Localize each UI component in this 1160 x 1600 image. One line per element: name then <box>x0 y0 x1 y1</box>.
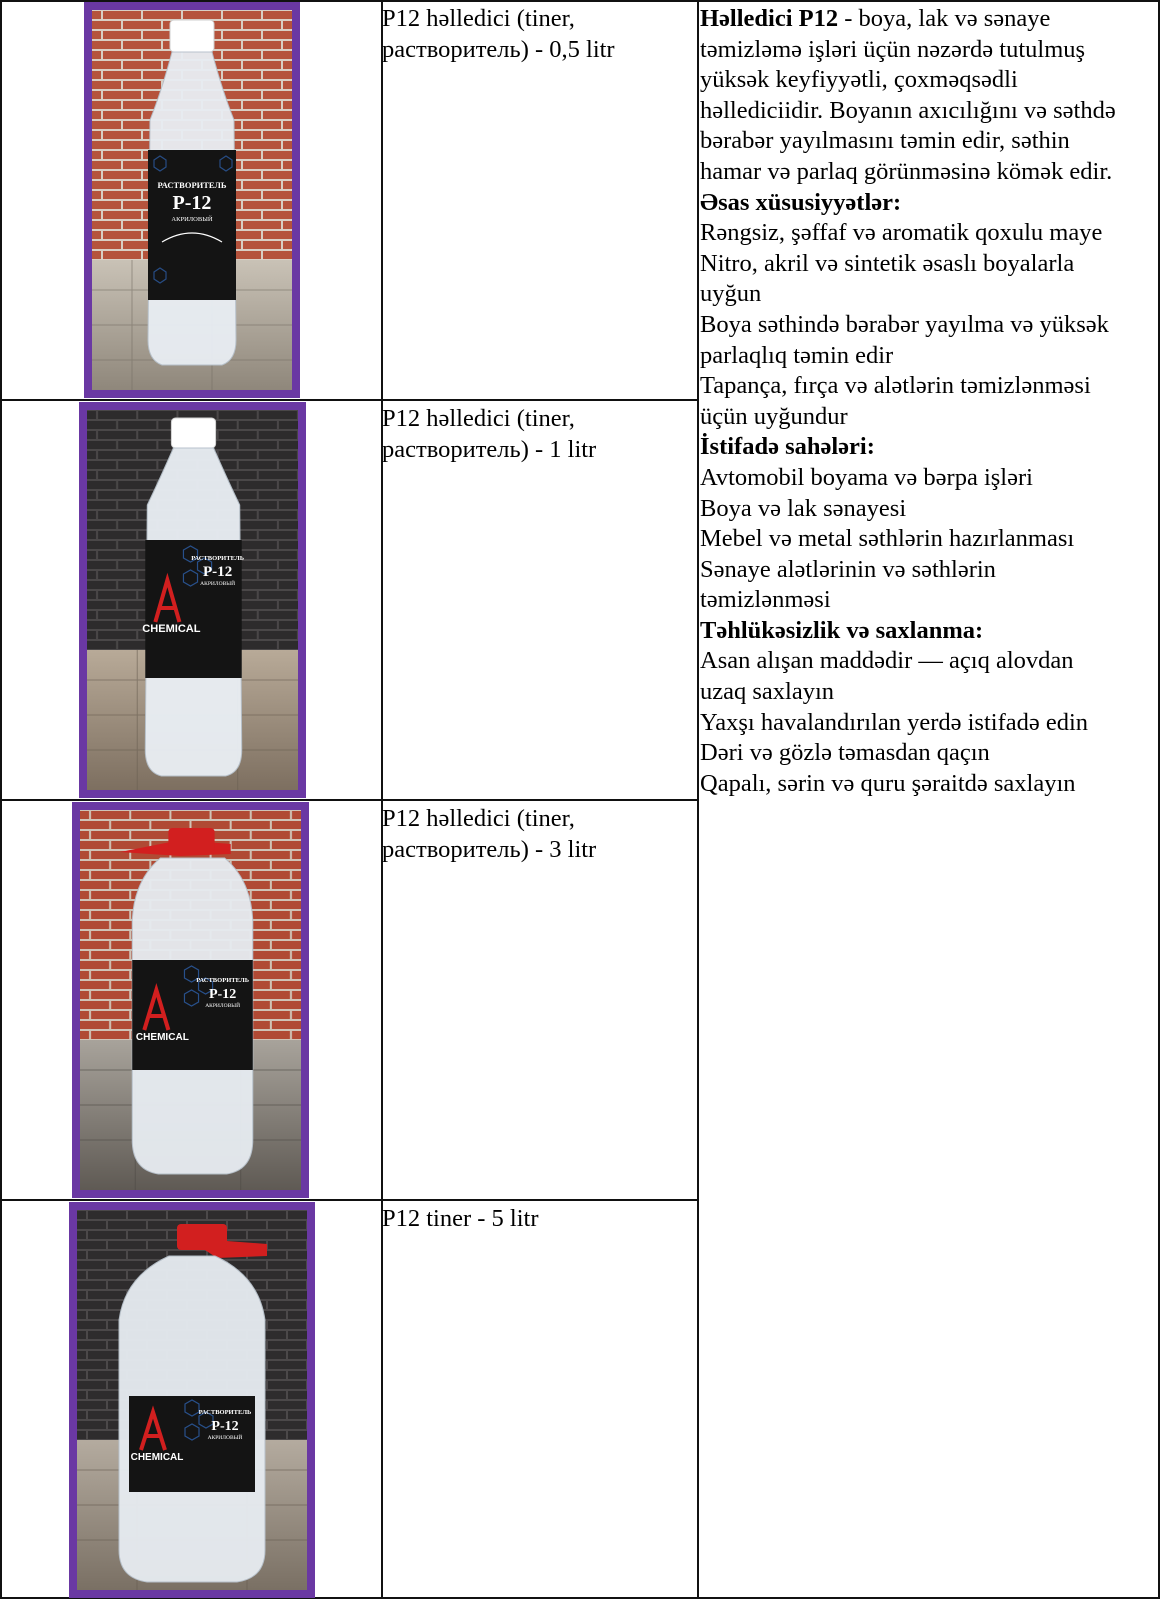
label-line1: РАСТВОРИТЕЛЬ <box>196 977 250 984</box>
safety-line: Yaxşı havalandırılan yerdə istifadə edin <box>700 708 1089 736</box>
label-line1: РАСТВОРИТЕЛЬ <box>157 180 227 190</box>
caption-line: растворитель) - 1 litr <box>382 435 597 463</box>
product-description <box>700 4 1156 799</box>
features-line: Boya səthində bərabər yayılma və yüksək <box>700 310 1109 338</box>
features-line: Tapança, fırça və alətlərin təmizlənməsi <box>700 372 1091 400</box>
description-intro-title: Həlledici P12 <box>700 5 839 32</box>
label-line3: АКРИЛОВЫЙ <box>207 1435 243 1441</box>
row-divider-1 <box>0 399 698 401</box>
caption-line: растворитель) - 3 litr <box>382 835 597 863</box>
label-brand: CHEMICAL <box>142 623 201 635</box>
usage-line: Boya və lak sənayesi <box>700 494 907 522</box>
label-line2: Р-12 <box>172 192 212 214</box>
features-line: parlaqlıq təmin edir <box>700 341 894 369</box>
caption-line: P12 həlledici (tiner, <box>382 5 575 32</box>
product-photo-0-5-litr <box>84 2 300 398</box>
label-line2: Р-12 <box>202 564 233 580</box>
row-divider-2 <box>0 799 698 801</box>
usage-line: təmizlənməsi <box>700 586 831 614</box>
label-line3: АКРИЛОВЫЙ <box>171 216 213 223</box>
label-brand: CHEMICAL <box>135 1032 189 1043</box>
description-intro-line: həllediciidir. Boyanın axıcılığını və səthdə <box>700 96 1116 124</box>
features-line: üçün uyğundur <box>700 402 848 430</box>
features-heading: Əsas xüsusiyyətlər: <box>700 188 902 216</box>
label-line1: РАСТВОРИТЕЛЬ <box>191 555 245 562</box>
features-line: Nitro, akril və sintetik əsaslı boyalarla <box>700 249 1075 277</box>
features-line: uyğun <box>700 280 762 308</box>
label-line3: АКРИЛОВЫЙ <box>200 581 236 587</box>
label-line3: АКРИЛОВЫЙ <box>205 1003 241 1009</box>
label-line2: Р-12 <box>208 986 237 1002</box>
product-caption-0-5-litr <box>382 4 682 65</box>
product-caption-3-litr <box>382 804 682 865</box>
safety-heading: Təhlükəsizlik və saxlanma: <box>700 616 984 644</box>
safety-line: uzaq saxlayın <box>700 678 835 706</box>
safety-line: Qapalı, sərin və quru şəraitdə saxlayın <box>700 769 1076 797</box>
label-brand: CHEMICAL <box>130 1452 184 1463</box>
caption-line: P12 həlledici (tiner, <box>382 805 575 832</box>
description-intro-line: Həlledici P12 - boya, lak və sənaye <box>700 5 1051 32</box>
description-intro-line: yüksək keyfiyyətli, çoxməqsədli <box>700 66 1018 94</box>
features-line: Rəngsiz, şəffaf və aromatik qoxulu maye <box>700 219 1103 247</box>
usage-line: Sənaye alətlərinin və səthlərin <box>700 555 996 583</box>
caption-line: P12 həlledici (tiner, <box>382 405 575 432</box>
caption-line: P12 tiner - 5 litr <box>382 1205 539 1232</box>
label-line1: РАСТВОРИТЕЛЬ <box>198 1409 252 1416</box>
product-photo-1-litr <box>79 402 306 798</box>
label-line2: Р-12 <box>211 1419 239 1434</box>
product-caption-5-litr <box>382 1204 682 1235</box>
product-photo-5-litr <box>69 1202 315 1598</box>
table-border-right <box>1158 0 1160 1598</box>
description-intro-line: bərabər yayılmasını təmin edir, səthin <box>700 127 1070 155</box>
safety-line: Asan alışan maddədir — açıq alovdan <box>700 647 1074 675</box>
description-intro-line: təmizləmə işləri üçün nəzərdə tutulmuş <box>700 35 1086 63</box>
product-photo-3-litr <box>72 802 309 1198</box>
row-divider-3 <box>0 1199 698 1201</box>
safety-line: Dəri və gözlə təmasdan qaçın <box>700 739 990 767</box>
caption-line: растворитель) - 0,5 litr <box>382 35 615 63</box>
description-intro-line: hamar və parlaq görünməsinə kömək edir. <box>700 157 1113 185</box>
usage-heading: İstifadə sahələri: <box>700 433 875 461</box>
product-caption-1-litr <box>382 404 682 465</box>
usage-line: Mebel və metal səthlərin hazırlanması <box>700 525 1075 553</box>
usage-line: Avtomobil boyama və bərpa işləri <box>700 463 1033 491</box>
